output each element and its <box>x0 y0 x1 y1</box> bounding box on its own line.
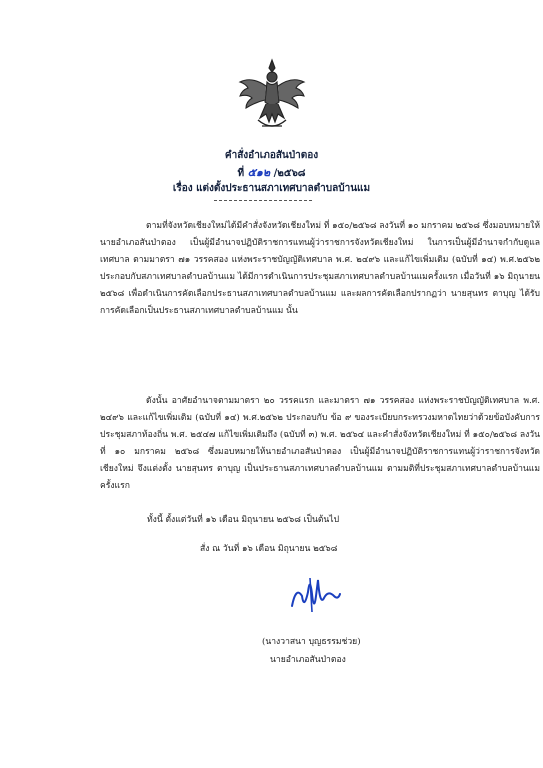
body-paragraph-1 <box>100 218 540 320</box>
order-number-suffix: /๒๕๖๘ <box>273 168 306 179</box>
order-number-prefix: ที่ <box>237 168 245 179</box>
order-number-handwritten: ๕๑๒ <box>247 166 271 179</box>
garuda-emblem-icon <box>236 56 308 136</box>
signer-title: นายอำเภอสันป่าตอง <box>270 655 346 665</box>
body-paragraph-2 <box>100 393 540 495</box>
order-subject: เรื่อง แต่งตั้งประธานสภาเทศบาลตำบลบ้านแม <box>172 183 371 194</box>
order-heading: คำสั่งอำเภอสันป่าตอง <box>224 150 319 161</box>
dated-line: สั่ง ณ วันที่ ๑๖ เดือน มิถุนายน ๒๕๖๘ <box>200 544 338 554</box>
paragraph-2-text: ดังนั้น อาศัยอำนาจตามมาตรา ๒๐ วรรคแรก และมาตรา ๗๑ วรรคสอง แห่งพระราชบัญญัติเทศบาล พ.ศ. ๒๔๙๖ และแก้ไขเพิ่มเติม (ฉบับที่ ๑๔) พ.ศ.๒๕๖๒ ประกอบกับ ข้อ ๙ ของระเบียบกระทรวงมหาดไทยว่าด้วยข้อบังคับการประชุมสภาท้องถิ่น พ.ศ. ๒๕๔๗ แก้ไขเพิ่มเติมถึง (ฉบับที่ ๓) พ.ศ. ๒๕๖๔ และคำสั่งจังหวัดเชียงใหม่ ที่ ๑๕๐/๒๕๖๘ ลงวันที่ ๑๐ มกราคม ๒๕๖๘ ซึ่งมอบหมายให้นายอำเภอสันป่าตอง เป็นผู้มีอำนาจปฏิบัติราชการแทนผู้ว่าราชการจังหวัดเชียงใหม่ จึงแต่งตั้ง นายสุนทร ตาบุญ เป็นประธานสภาเทศบาลตำบลบ้านแม ตามมติที่ประชุมสภาเทศบาลตำบลบ้านแมครั้งแรก <box>100 396 540 491</box>
order-number <box>0 163 543 181</box>
paragraph-1-text: ตามที่จังหวัดเชียงใหม่ได้มีคำสั่งจังหวัดเชียงใหม่ ที่ ๑๕๐/๒๕๖๘ ลงวันที่ ๑๐ มกราคม ๒๕๖๘ ซึ่งมอบหมายให้นายอำเภอสันป่าตอง เป็นผู้มีอำนาจปฏิบัติราชการแทนผู้ว่าราชการจังหวัดเชียงใหม่ ในการเป็นผู้มีอำนาจกำกับดูแลเทศบาล ตามมาตรา ๗๑ วรรคสอง แห่งพระราชบัญญัติเทศบาล พ.ศ. ๒๔๙๖ และแก้ไขเพิ่มเติม (ฉบับที่ ๑๔) พ.ศ.๒๕๖๒ ประกอบกับสภาเทศบาลตำบลบ้านแม ได้มีการดำเนินการประชุมสภาเทศบาลตำบลบ้านแมครั้งแรก เมื่อวันที่ ๑๖ มิถุนายน ๒๕๖๘ เพื่อดำเนินการคัดเลือกประธานสภาเทศบาลตำบลบ้านแม และผลการคัดเลือกปรากฏว่า นายสุนทร ตาบุญ ได้รับการคัดเลือกเป็นประธานสภาเทศบาลตำบลบ้านแม นั้น <box>100 221 540 316</box>
handwritten-signature <box>288 566 342 618</box>
effective-date-line: ทั้งนี้ ตั้งแต่วันที่ ๑๖ เดือน มิถุนายน ๒๕๖๘ เป็นต้นไป <box>147 515 340 525</box>
divider <box>214 200 312 201</box>
signer-name: (นางวาสนา บุญธรรมช่วย) <box>262 637 361 647</box>
